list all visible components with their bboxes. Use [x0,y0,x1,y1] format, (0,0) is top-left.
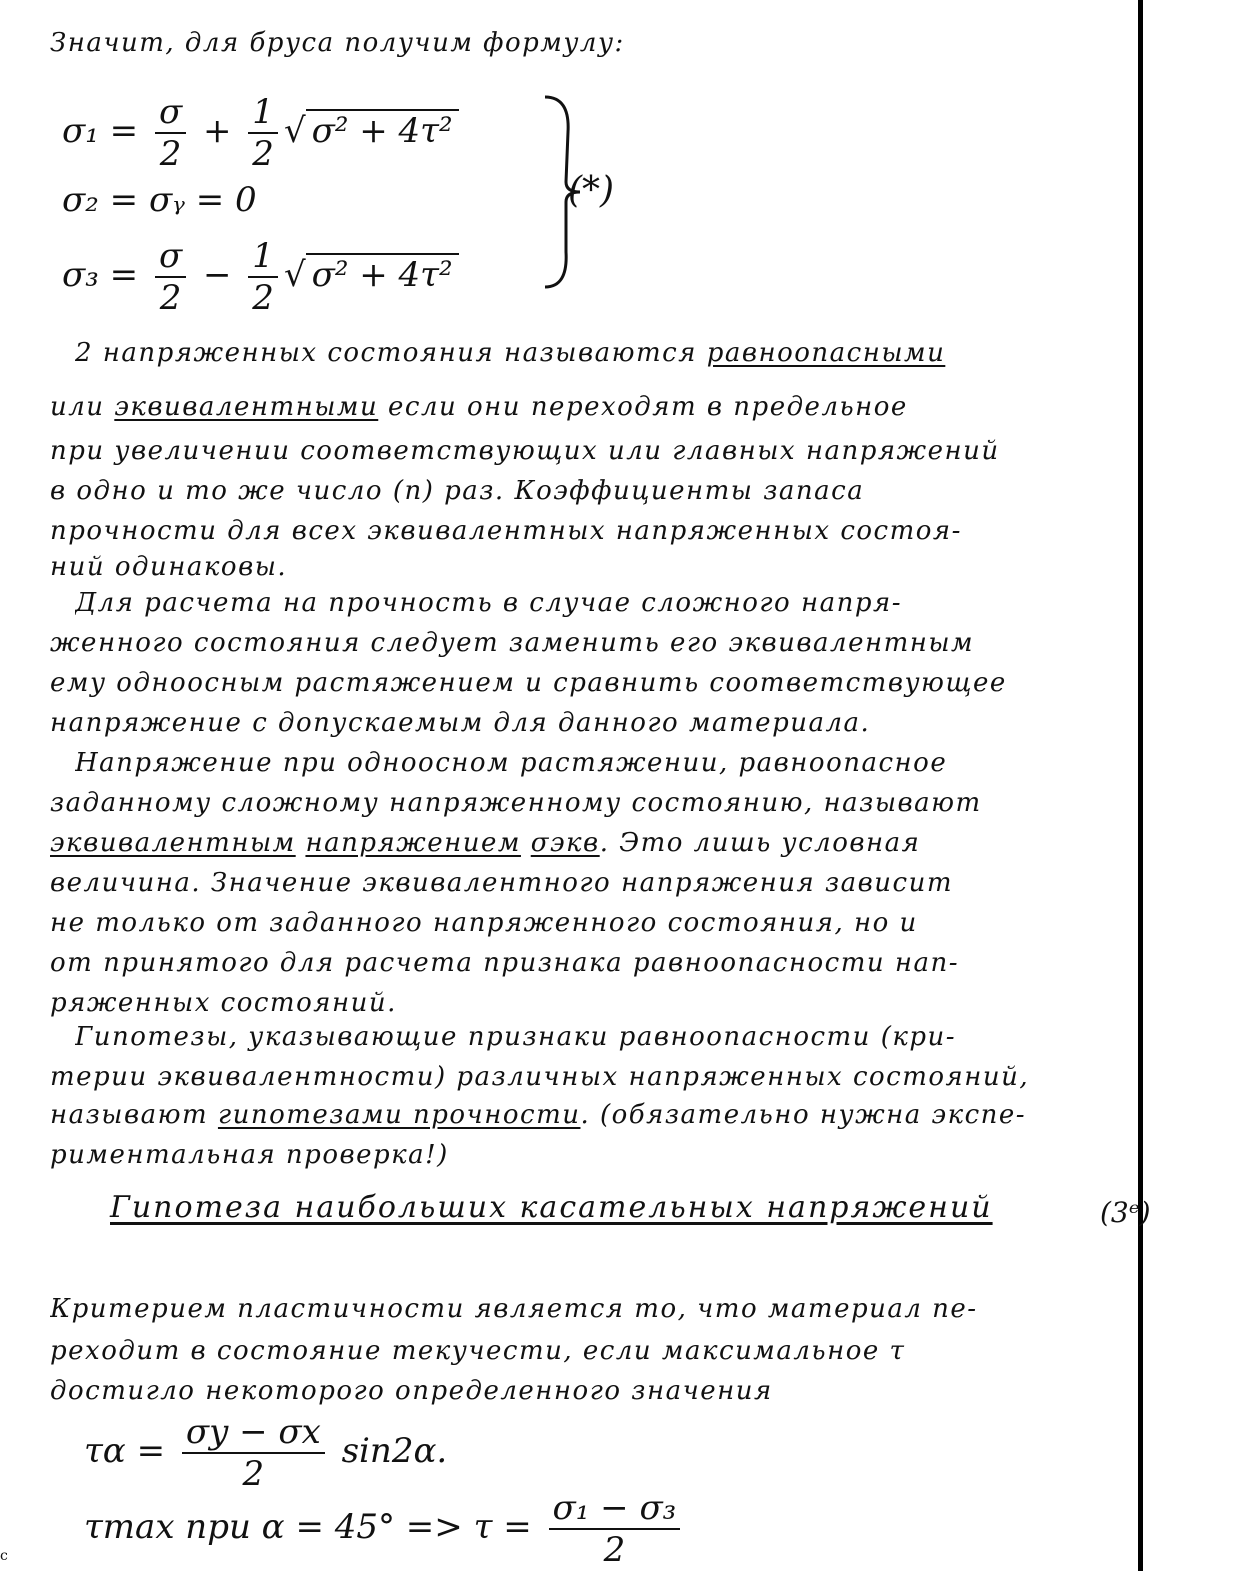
para3-line2: заданному сложному напряженному состоянию, называют [50,788,982,818]
para4-line1: Гипотезы, указывающие признаки равноопасности (кри- [75,1022,957,1052]
section-heading: Гипотеза наибольших касательных напряжений [110,1190,993,1225]
para4-line3: называют гипотезами прочности. (обязательно нужна экспе- [50,1100,1027,1130]
para1-line6: ний одинаковы. [50,552,288,582]
para2-line2: женного состояния следует заменить его эквивалентным [50,628,975,658]
para5-line2: реходит в состояние текучести, если максимальное τ [50,1336,906,1366]
para5-line1: Критерием пластичности является то, что материал пе- [50,1294,978,1324]
para4-line2: терии эквивалентности) различных напряженных состояний, [50,1062,1030,1092]
intro-line: Значит, для бруса получим формулу: [50,28,625,58]
formula-tau-alpha: τα = $\frac{\sigma y - \sigma x}{2}$ sin2α. [84,1412,448,1494]
para1-line4: в одно и то же число (n) раз. Коэффициенты запаса [50,476,865,506]
para5-line3: достигло некоторого определенного значения [50,1376,773,1406]
para3-line6: от принятого для расчета признака равноопасности нап- [50,948,960,978]
formula-sigma-3: σ₃ = $\frac{\sigma}{2}$ − $\frac{1}{2}$ √ σ² + 4τ² [62,236,459,318]
page-border-line [1138,0,1143,1571]
para3-line4: величина. Значение эквивалентного напряжения зависит [50,868,954,898]
formula-label: (*) [568,170,615,211]
formula-sigma-1: σ₁ = $\frac{\sigma}{2}$ + $\frac{1}{2}$ √ σ² + 4τ² [62,92,459,174]
para1-line3: при увеличении соответствующих или главных напряжений [50,436,1000,466]
para2-line1: Для расчета на прочность в случае сложного напря- [75,588,902,618]
para3-line7: ряженных состояний. [50,988,397,1018]
formula-tau-max: τmax при α = 45° => τ = $\frac{\text{σ₁ − σ₃}}{2}$ [84,1488,686,1570]
para1-line1: 2 напряженных состояния называются равноопасными [75,338,946,368]
para2-line4: напряжение с допускаемым для данного материала. [50,708,871,738]
para3-line3: эквивалентным напряжением σэкв. Это лишь условная [50,828,921,858]
para1-line5: прочности для всех эквивалентных напряженных состоя- [50,516,962,546]
margin-mark: c [0,1548,8,1564]
para2-line3: ему одноосным растяжением и сравнить соответствующее [50,668,1007,698]
para4-line4: риментальная проверка!) [50,1140,449,1170]
para3-line1: Напряжение при одноосном растяжении, равноопасное [75,748,948,778]
section-heading-note: (3ᵉ) [1100,1196,1151,1229]
formula-sigma-2: σ₂ = σᵧ = 0 [62,180,257,220]
para1-line2: или эквивалентными если они переходят в предельное [50,392,908,422]
para3-line5: не только от заданного напряженного состояния, но и [50,908,918,938]
